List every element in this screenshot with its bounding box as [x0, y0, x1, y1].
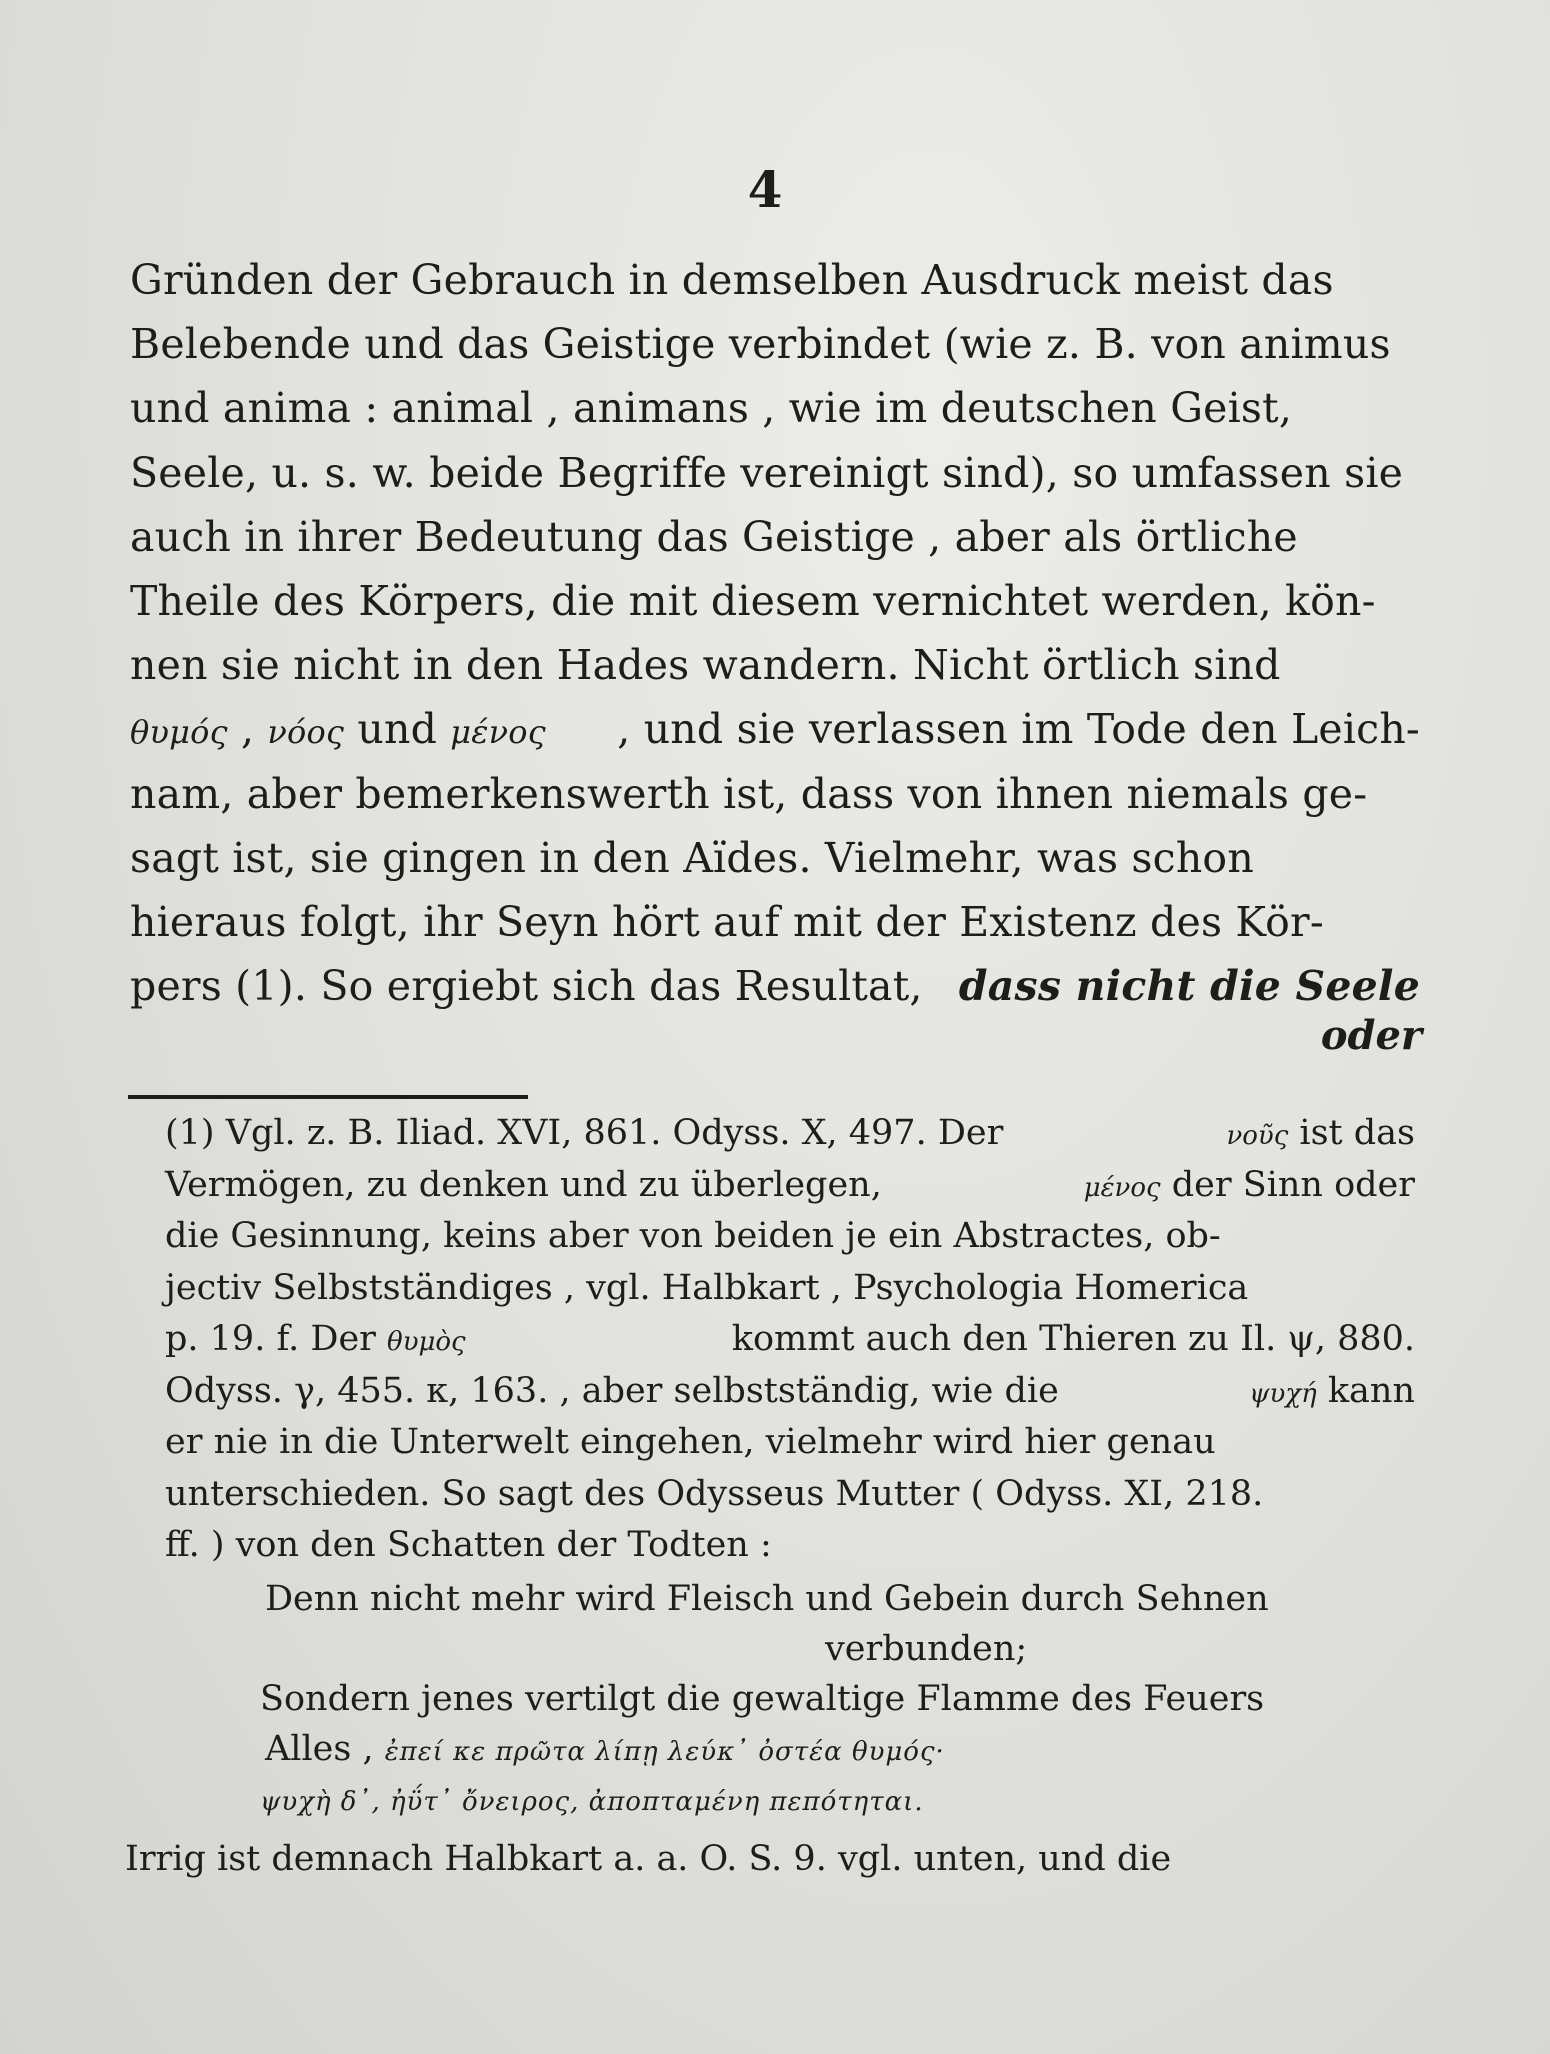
text-line — [130, 441, 1420, 505]
text-line — [130, 633, 1420, 697]
footnote-text: kann — [1327, 1370, 1415, 1411]
footnote-line — [165, 1366, 1415, 1418]
footnote-text: er nie in die Unterwelt eingehen, vielmehr wird hier genau — [165, 1422, 1216, 1462]
text-line-greek — [130, 697, 1420, 761]
footnote-text: der Sinn oder — [1171, 1164, 1415, 1205]
text-line — [130, 248, 1420, 312]
poem-line: Sondern jenes vertilgt die gewaltige Flamme des Feuers — [260, 1678, 1265, 1719]
text-line-content: nam, aber bemerkenswerth ist, dass von ihnen niemals ge- — [130, 769, 1368, 818]
text-line-content: auch in ihrer Bedeutung das Geistige , aber als örtliche — [130, 512, 1298, 561]
footnote-line — [165, 1263, 1415, 1315]
poem-line — [260, 1774, 1415, 1824]
footnote-line — [125, 1832, 1335, 1887]
comma: , — [240, 705, 255, 754]
text-line — [130, 312, 1420, 376]
text-line — [130, 505, 1420, 569]
footnote-text: Vermögen, zu denken und zu überlegen, — [165, 1164, 882, 1205]
text-line-content: Gründen der Gebrauch in demselben Ausdruck meist das — [130, 256, 1334, 304]
greek-word: ψυχή — [1249, 1378, 1317, 1409]
text-line-content: Theile des Körpers, die mit diesem vernichtet werden, kön- — [130, 576, 1376, 625]
page-number: 4 — [747, 160, 783, 219]
conjunction: und — [357, 705, 438, 754]
text-line-content: sagt ist, sie gingen in den Aïdes. Vielmehr, was schon — [130, 833, 1254, 882]
footnote-text: (1) Vgl. z. B. Iliad. XVI, 861. Odyss. X, 497. Der — [165, 1113, 1004, 1153]
text-line-content: Seele, u. s. w. beide Begriffe vereinigt sind), so umfassen sie — [130, 448, 1404, 497]
emphasized-text: dass nicht die Seele — [958, 962, 1420, 1011]
greek-word: μένος — [450, 713, 546, 752]
footnote-text: ff. ) von den Schatten der Todten : — [165, 1525, 772, 1565]
footnote-rule — [128, 1095, 528, 1099]
footnote-line — [165, 1211, 1415, 1263]
greek-word: νοῦς — [1226, 1121, 1289, 1151]
greek-words-segment — [130, 697, 546, 761]
footnote-text: Irrig ist demnach Halbkart a. a. O. S. 9. vgl. unten, und die — [125, 1838, 1172, 1879]
poem-line: Denn nicht mehr wird Fleisch und Gebein durch Sehnen — [265, 1578, 1269, 1619]
footnote — [125, 1108, 1415, 1887]
text-line-content: Belebende und das Geistige verbindet (wie z. B. von animus — [130, 320, 1391, 369]
footnote-text: jectiv Selbstständiges , vgl. Halbkart , Psychologia Homerica — [165, 1267, 1249, 1308]
greek-word: θυμός — [130, 713, 228, 752]
footnote-line — [165, 1469, 1415, 1521]
text-line-content: pers (1). So ergiebt sich das Resultat, — [130, 962, 923, 1011]
footnote-text: Odyss. γ, 455. κ, 163. , aber selbstständig, wie die — [165, 1370, 1059, 1411]
poem-quote — [165, 1574, 1415, 1824]
greek-verse: ψυχὴ δ᾽, ἠΰτ᾽ ὄνειρος, ἀποπταμένη πεπότηται. — [260, 1786, 924, 1817]
catchword: oder — [1320, 1012, 1422, 1059]
text-line-content: nen sie nicht in den Hades wandern. Nicht örtlich sind — [130, 641, 1281, 690]
poem-text: Alles , — [265, 1728, 374, 1769]
text-line — [130, 762, 1420, 826]
text-line — [130, 569, 1420, 633]
footnote-line — [165, 1520, 1415, 1572]
footnote-line — [165, 1108, 1415, 1160]
text-line — [130, 376, 1420, 440]
greek-word: μένος — [1083, 1172, 1161, 1203]
footnote-line — [165, 1417, 1415, 1469]
main-text — [130, 248, 1420, 1018]
greek-word: νόος — [267, 713, 345, 752]
poem-line — [265, 1724, 1415, 1774]
footnote-line — [165, 1160, 1415, 1212]
greek-verse: ἐπεί κε πρῶτα λίπῃ λεύκ᾽ ὀστέα θυμός· — [384, 1736, 945, 1767]
footnote-line — [165, 1314, 1415, 1366]
text-line — [130, 826, 1420, 890]
text-line-content: und anima : animal , animans , wie im deutschen Geist, — [130, 384, 1293, 433]
text-line — [130, 890, 1420, 954]
footnote-text: ist das — [1299, 1113, 1415, 1153]
footnote-text: unterschieden. So sagt des Odysseus Mutter ( Odyss. XI, 218. — [165, 1473, 1264, 1514]
greek-word: θυμὸς — [387, 1327, 466, 1357]
footnote-text: die Gesinnung, keins aber von beiden je ein Abstractes, ob- — [165, 1216, 1221, 1256]
footnote-text: kommt auch den Thieren zu Il. ψ, 880. — [731, 1319, 1415, 1359]
footnote-text: p. 19. f. Der — [165, 1319, 376, 1359]
text-line-emphasis — [130, 954, 1420, 1018]
text-line-content: hieraus folgt, ihr Seyn hört auf mit der Existenz des Kör- — [130, 897, 1324, 946]
text-line-content: , und sie verlassen im Tode den Leich- — [617, 705, 1420, 754]
poem-line: verbunden; — [825, 1628, 1028, 1669]
